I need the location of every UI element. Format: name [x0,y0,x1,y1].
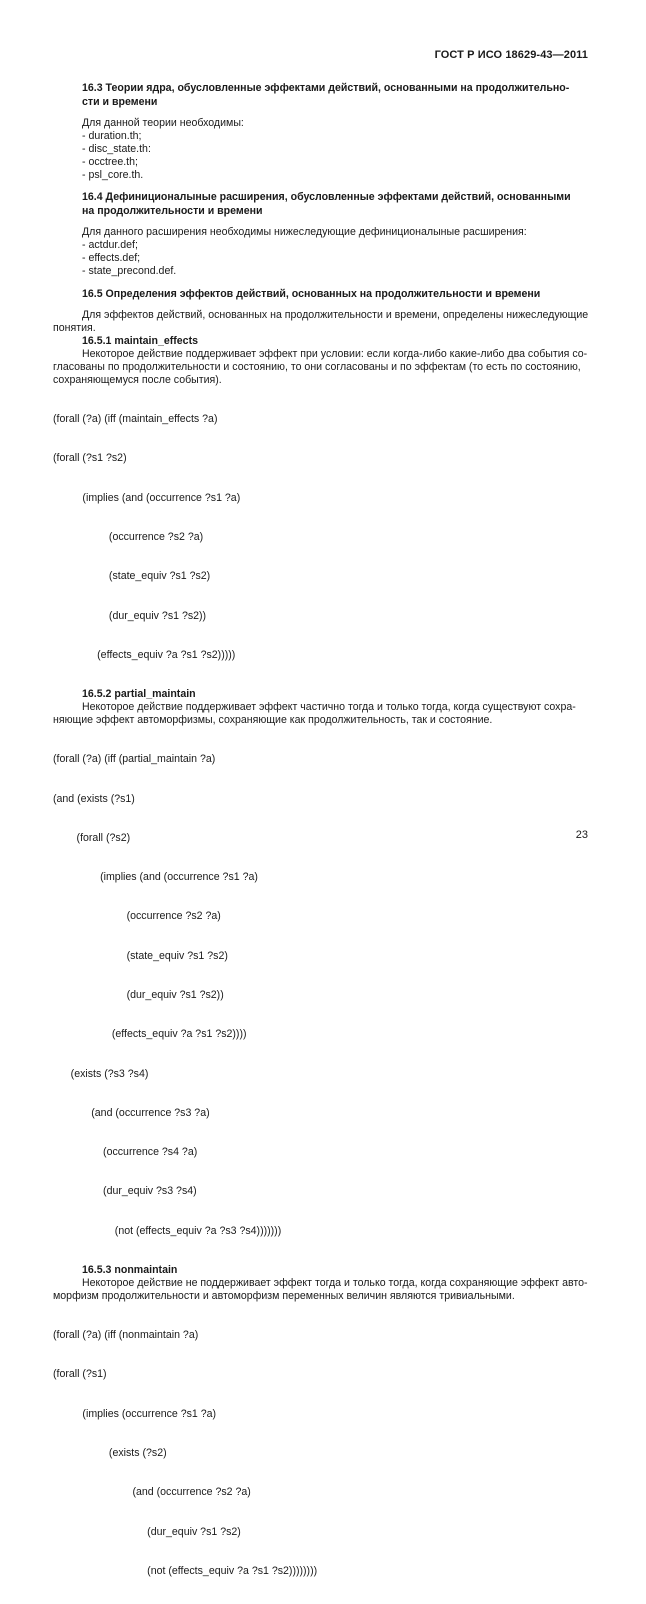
subsection-16-5-1-text [53,348,589,387]
subsection-16-5-1-title: 16.5.1 maintain_effects [82,335,198,347]
section-16-3-title [53,81,589,109]
standard-header: ГОСТ Р ИСО 18629-43—2011 [434,49,588,61]
code-line: (not (effects_equiv ?a ?s1 ?s2)))))))) [53,1564,318,1577]
code-line: (dur_equiv ?s3 ?s4) [53,1185,197,1198]
section-16-3-title-line1: 16.3 Теории ядра, обусловленные эффектами действий, основанными на продолжительно- [82,82,570,94]
code-line: (state_equiv ?s1 ?s2) [53,570,211,583]
page-content [53,81,589,1604]
section-16-3-title-line2: сти и времени [82,96,158,108]
list-item: - duration.th; [82,130,142,142]
list-item: - psl_core.th. [82,169,144,181]
section-16-4-title-line1: 16.4 Дефиниционалыные расширения, обусловленные эффектами действий, основанными [82,191,571,203]
code-line: (implies (occurrence ?s1 ?a) [53,1407,217,1420]
section-16-4-intro: Для данного расширения необходимы нижеследующие дефиниционалыные расширения: [82,226,527,238]
subsection-16-5-2-text [53,701,589,727]
section-16-5-intro [53,309,589,335]
code-line: (occurrence ?s4 ?a) [53,1146,198,1159]
list-item: - actdur.def; [82,239,138,251]
section-16-3-intro: Для данной теории необходимы: [82,117,244,129]
text-line: гласованы по продолжительности и состоянию, то они согласованы и по эффектам (то есть по состоянию, [53,361,581,373]
section-16-5-intro-line1: Для эффектов действий, основанных на продолжительности и времени, определены нижеследующие [82,309,589,321]
text-line: морфизм продолжительности и автоморфизм переменных величин являются тривиальными. [53,1290,515,1302]
section-16-5-title: 16.5 Определения эффектов действий, основанных на продолжительности и времени [82,288,541,300]
subsection-16-5-2-title: 16.5.2 partial_maintain [82,688,196,701]
code-line: (state_equiv ?s1 ?s2) [53,949,228,962]
code-line: (forall (?a) (iff (partial_maintain ?a) [53,753,216,766]
code-line: (dur_equiv ?s1 ?s2)) [53,989,224,1002]
code-line: (occurrence ?s2 ?a) [53,910,221,923]
list-item: - state_precond.def. [82,265,177,277]
list-item: - occtree.th; [82,156,138,168]
code-line: (dur_equiv ?s1 ?s2)) [53,609,207,622]
code-line: (and (exists (?s1) [53,792,135,805]
subsection-16-5-2-code [53,727,589,1264]
code-line: (forall (?s1 ?s2) [53,452,127,465]
code-line: (forall (?a) (iff (nonmaintain ?a) [53,1329,199,1342]
code-line: (not (effects_equiv ?a ?s3 ?s4))))))) [53,1224,282,1237]
code-line: (forall (?s1) [53,1368,107,1381]
subsection-16-5-3-title: 16.5.3 nonmaintain [82,1264,178,1276]
section-16-4-title-line2: на продолжительности и времени [82,205,263,217]
subsection-16-5-1-code [53,387,589,688]
code-line: (effects_equiv ?a ?s1 ?s2))))) [53,648,236,661]
text-line: няющие эффект автоморфизмы, сохраняющие как продолжительность, так и состояние. [53,714,493,727]
code-line: (and (occurrence ?s3 ?a) [53,1106,210,1119]
code-line: (dur_equiv ?s1 ?s2) [53,1525,241,1538]
subsection-16-5-3-code [53,1303,589,1604]
text-line: Некоторое действие поддерживает эффект частично тогда и только тогда, когда существуют сохра- [82,701,576,714]
code-line: (exists (?s3 ?s4) [53,1067,149,1080]
list-item: - disc_state.th: [82,143,151,155]
subsection-16-5-3-text [53,1277,589,1303]
text-line: сохраняющемуся после события). [53,374,222,386]
code-line: (occurrence ?s2 ?a) [53,531,204,544]
section-16-3-list [53,130,589,182]
code-line: (exists (?s2) [53,1447,167,1460]
code-line: (implies (and (occurrence ?s1 ?a) [53,871,258,884]
code-line: (implies (and (occurrence ?s1 ?a) [53,491,241,504]
code-line: (effects_equiv ?a ?s1 ?s2)))) [53,1028,247,1041]
section-16-4-list [53,239,589,278]
section-16-5-intro-line2: понятия. [53,322,96,334]
page-number: 23 [575,829,588,841]
list-item: - effects.def; [82,252,141,264]
section-16-4-title [53,190,589,218]
text-line: Некоторое действие не поддерживает эффект тогда и только тогда, когда сохраняющие эффект авто- [82,1277,588,1289]
code-line: (forall (?s2) [53,831,131,844]
text-line: Некоторое действие поддерживает эффект при условии: если когда-либо какие-либо два события со- [82,348,588,360]
code-line: (and (occurrence ?s2 ?a) [53,1486,251,1499]
code-line: (forall (?a) (iff (maintain_effects ?a) [53,413,218,426]
